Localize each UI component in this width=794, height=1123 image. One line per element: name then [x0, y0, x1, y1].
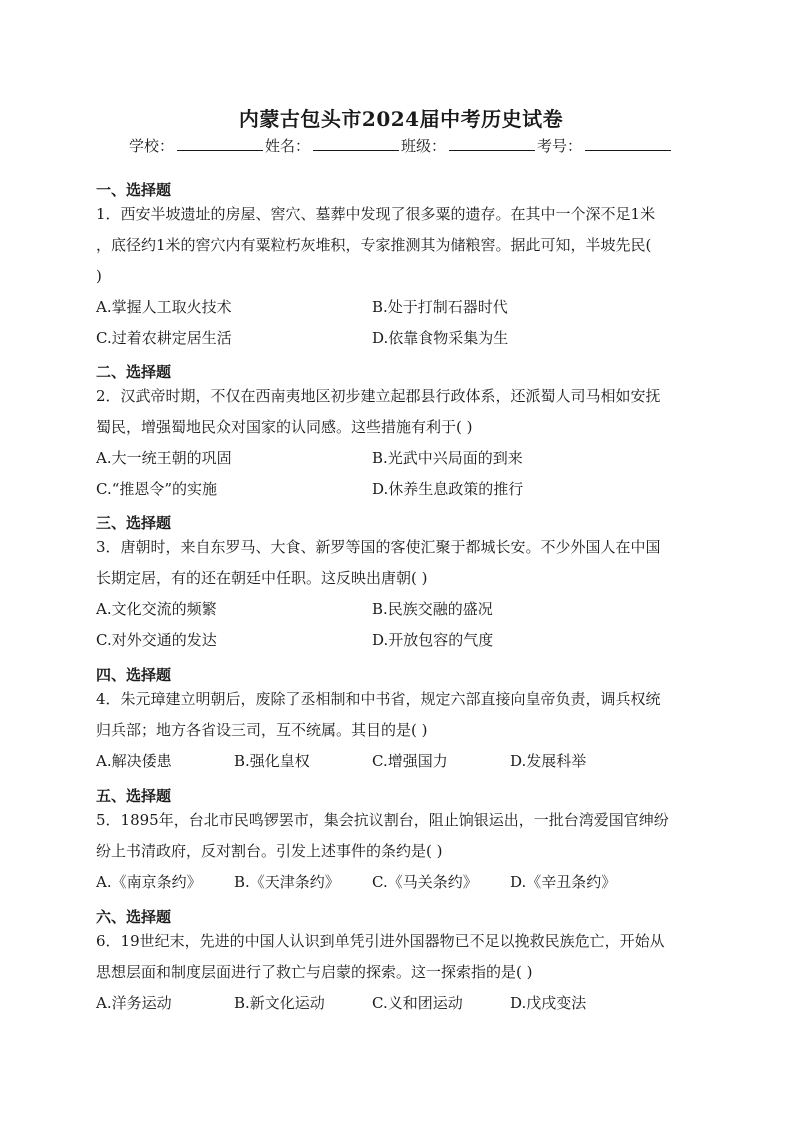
class-blank — [449, 137, 535, 151]
question-stem — [96, 684, 706, 746]
stem-line: 纷上书清政府，反对割台。引发上述事件的条约是( ) — [96, 842, 443, 860]
exam-title: 内蒙古包头市2024届中考历史试卷 — [238, 107, 564, 131]
name-label: 姓名： — [264, 137, 310, 155]
answer-options — [96, 746, 706, 777]
student-info-line — [96, 135, 706, 156]
name-field — [265, 135, 401, 156]
stem-line: 思想层面和制度层面进行了救亡与启蒙的探索。这一探索指的是( ) — [96, 963, 533, 981]
question-section-2 — [96, 361, 706, 505]
question-stem — [96, 381, 706, 443]
option-c[interactable]: C.过着农耕定居生活 — [96, 329, 232, 347]
section-heading: 三、选择题 — [96, 514, 172, 532]
option-d[interactable]: D.休养生息政策的推行 — [372, 480, 524, 498]
stem-line: 6．19世纪末，先进的中国人认识到单凭引进外国器物已不足以挽救民族危亡，开始从 — [96, 932, 665, 950]
question-stem — [96, 926, 706, 988]
stem-line: ，底径约1米的窖穴内有粟粒朽灰堆积，专家推测其为储粮窖。据此可知，半坡先民( — [96, 236, 652, 254]
section-heading: 五、选择题 — [96, 787, 172, 805]
option-b[interactable]: B.《天津条约》 — [234, 873, 340, 891]
option-d[interactable]: D.《辛丑条约》 — [510, 873, 617, 891]
option-d[interactable]: D.戊戌变法 — [510, 994, 587, 1012]
option-b[interactable]: B.强化皇权 — [234, 752, 310, 770]
school-field — [129, 135, 265, 156]
option-a[interactable]: A.文化交流的频繁 — [96, 600, 217, 618]
stem-line: 蜀民，增强蜀地民众对国家的认同感。这些措施有利于( ) — [96, 418, 473, 436]
question-section-3 — [96, 512, 706, 656]
school-label: 学校： — [128, 137, 174, 155]
option-c[interactable]: C.对外交通的发达 — [96, 631, 217, 649]
option-b[interactable]: B.新文化运动 — [234, 994, 325, 1012]
option-d[interactable]: D.依靠食物采集为生 — [372, 329, 509, 347]
exam-no-label: 考号： — [537, 137, 583, 155]
question-stem — [96, 805, 706, 867]
option-c[interactable]: C.“推恩令”的实施 — [96, 480, 218, 498]
school-blank — [177, 137, 263, 151]
answer-options — [96, 594, 706, 656]
exam-no-field — [537, 135, 673, 156]
section-heading: 一、选择题 — [96, 181, 172, 199]
option-a[interactable]: A.《南京条约》 — [96, 873, 202, 891]
question-section-1 — [96, 179, 706, 354]
stem-line: 4．朱元璋建立明朝后，废除了丞相制和中书省，规定六部直接向皇帝负责，调兵权统 — [96, 690, 661, 708]
option-d[interactable]: D.发展科举 — [510, 752, 587, 770]
option-b[interactable]: B.光武中兴局面的到来 — [372, 449, 523, 467]
question-section-6 — [96, 906, 706, 1019]
option-a[interactable]: A.解决倭患 — [96, 752, 172, 770]
option-c[interactable]: C.义和团运动 — [372, 994, 463, 1012]
stem-line: 2．汉武帝时期，不仅在西南夷地区初步建立起郡县行政体系，还派蜀人司马相如安抚 — [96, 387, 661, 405]
stem-line: 归兵部；地方各省设三司，互不统属。其目的是( ) — [96, 721, 428, 739]
stem-line: 1．西安半坡遗址的房屋、窖穴、墓葬中发现了很多粟的遗存。在其中一个深不足1米 — [96, 205, 656, 223]
stem-line: 5．1895年，台北市民鸣锣罢市，集会抗议割台，阻止饷银运出，一批台湾爱国官绅纷 — [96, 811, 669, 829]
answer-options — [96, 292, 706, 354]
section-heading: 四、选择题 — [96, 666, 172, 684]
option-b[interactable]: B.处于打制石器时代 — [372, 298, 508, 316]
option-a[interactable]: A.洋务运动 — [96, 994, 172, 1012]
section-heading: 六、选择题 — [96, 908, 172, 926]
class-label: 班级： — [401, 137, 447, 155]
option-a[interactable]: A.大一统王朝的巩固 — [96, 449, 232, 467]
stem-line: ) — [96, 267, 102, 285]
option-a[interactable]: A.掌握人工取火技术 — [96, 298, 232, 316]
option-c[interactable]: C.《马关条约》 — [372, 873, 478, 891]
stem-line: 3．唐朝时，来自东罗马、大食、新罗等国的客使汇聚于都城长安。不少外国人在中国 — [96, 538, 661, 556]
question-stem — [96, 532, 706, 594]
answer-options — [96, 867, 706, 898]
option-c[interactable]: C.增强国力 — [372, 752, 448, 770]
question-stem — [96, 199, 706, 292]
question-section-4 — [96, 664, 706, 777]
exam-page — [96, 0, 706, 1123]
question-section-5 — [96, 785, 706, 898]
name-blank — [313, 137, 399, 151]
section-heading: 二、选择题 — [96, 363, 172, 381]
option-d[interactable]: D.开放包容的气度 — [372, 631, 494, 649]
exam-no-blank — [585, 137, 671, 151]
answer-options — [96, 443, 706, 505]
option-b[interactable]: B.民族交融的盛况 — [372, 600, 493, 618]
class-field — [401, 135, 537, 156]
answer-options — [96, 988, 706, 1019]
stem-line: 长期定居，有的还在朝廷中任职。这反映出唐朝( ) — [96, 569, 428, 587]
